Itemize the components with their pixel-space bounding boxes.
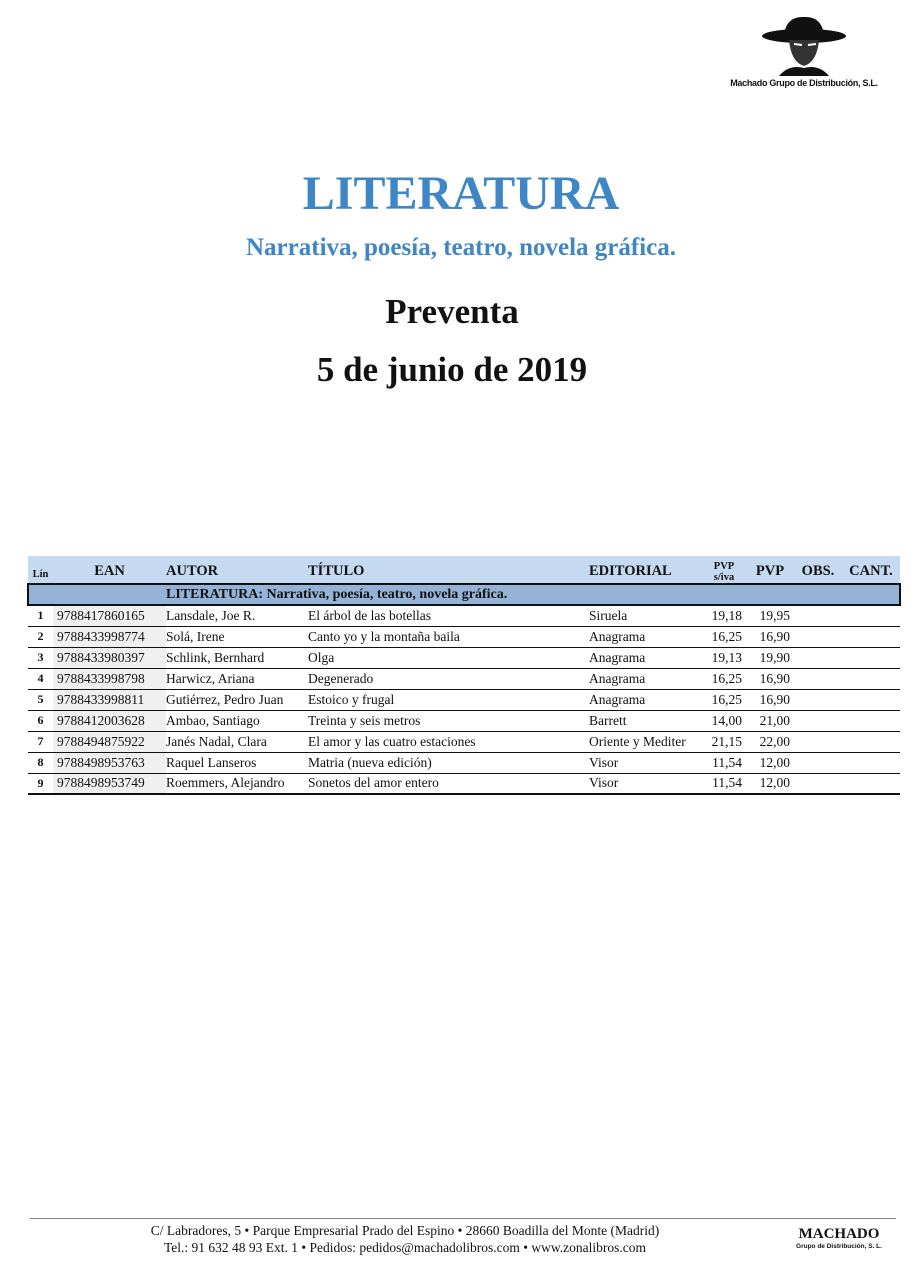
cell-editorial: Oriente y Mediter	[589, 731, 702, 752]
cell-titulo: El árbol de las botellas	[308, 605, 589, 626]
cell-pvp-siva: 11,54	[702, 773, 746, 794]
date-heading: 5 de junio de 2019	[316, 350, 588, 389]
cell-cant[interactable]	[842, 647, 900, 668]
col-ean: EAN	[53, 556, 166, 584]
cell-pvp-siva: 16,25	[702, 689, 746, 710]
cell-autor: Ambao, Santiago	[166, 710, 308, 731]
book-table	[27, 556, 901, 795]
cell-cant[interactable]	[842, 605, 900, 626]
cell-ean: 9788433998774	[53, 626, 166, 647]
cell-pvp-siva: 14,00	[702, 710, 746, 731]
cell-cant[interactable]	[842, 773, 900, 794]
cell-obs[interactable]	[794, 773, 842, 794]
cell-titulo: Estoico y frugal	[308, 689, 589, 710]
cell-obs[interactable]	[794, 731, 842, 752]
cell-titulo: Treinta y seis metros	[308, 710, 589, 731]
col-editorial: EDITORIAL	[589, 556, 702, 584]
cell-lin: 3	[28, 647, 53, 668]
cell-ean: 9788498953763	[53, 752, 166, 773]
cell-editorial: Anagrama	[589, 626, 702, 647]
cell-pvp: 19,95	[746, 605, 794, 626]
cell-ean: 9788417860165	[53, 605, 166, 626]
cell-autor: Lansdale, Joe R.	[166, 605, 308, 626]
footer-brand-sub: Grupo de Distribución, S. L.	[796, 1243, 882, 1250]
cell-pvp: 16,90	[746, 626, 794, 647]
cell-titulo: Sonetos del amor entero	[308, 773, 589, 794]
col-autor: AUTOR	[166, 556, 308, 584]
cell-autor: Raquel Lanseros	[166, 752, 308, 773]
footer-divider	[30, 1218, 896, 1219]
cell-editorial: Anagrama	[589, 668, 702, 689]
cell-ean: 9788494875922	[53, 731, 166, 752]
cell-cant[interactable]	[842, 626, 900, 647]
cell-editorial: Siruela	[589, 605, 702, 626]
cell-pvp-siva: 11,54	[702, 752, 746, 773]
cell-pvp: 12,00	[746, 752, 794, 773]
cell-obs[interactable]	[794, 668, 842, 689]
footer-address: C/ Labradores, 5 • Parque Empresarial Prado del Espino • 28660 Boadilla del Monte (Madrid)	[150, 1223, 660, 1238]
cell-cant[interactable]	[842, 710, 900, 731]
cell-autor: Solá, Irene	[166, 626, 308, 647]
cell-lin: 1	[28, 605, 53, 626]
cell-pvp-siva: 21,15	[702, 731, 746, 752]
col-obs: OBS.	[794, 556, 842, 584]
cell-autor: Roemmers, Alejandro	[166, 773, 308, 794]
cell-lin: 7	[28, 731, 53, 752]
col-titulo: TÍTULO	[308, 556, 589, 584]
cell-editorial: Barrett	[589, 710, 702, 731]
cell-pvp: 12,00	[746, 773, 794, 794]
cell-autor: Harwicz, Ariana	[166, 668, 308, 689]
cell-obs[interactable]	[794, 752, 842, 773]
cell-ean: 9788498953749	[53, 773, 166, 794]
company-logo	[730, 14, 878, 98]
cell-obs[interactable]	[794, 605, 842, 626]
cell-pvp: 22,00	[746, 731, 794, 752]
cell-titulo: Olga	[308, 647, 589, 668]
cell-obs[interactable]	[794, 710, 842, 731]
table-row	[28, 731, 900, 752]
cell-obs[interactable]	[794, 647, 842, 668]
footer-brand-name: MACHADO	[798, 1226, 880, 1242]
cell-titulo: El amor y las cuatro estaciones	[308, 731, 589, 752]
col-lin: Lín	[28, 556, 53, 584]
table-row	[28, 647, 900, 668]
cell-editorial: Visor	[589, 773, 702, 794]
cell-ean: 9788433998811	[53, 689, 166, 710]
section-label: LITERATURA: Narrativa, poesía, teatro, novela gráfica.	[166, 584, 900, 605]
cell-titulo: Degenerado	[308, 668, 589, 689]
col-pvp-siva-line1: PVP	[713, 561, 735, 572]
table-row	[28, 752, 900, 773]
cell-autor: Gutiérrez, Pedro Juan	[166, 689, 308, 710]
cell-cant[interactable]	[842, 752, 900, 773]
col-pvp-siva-line2: s/iva	[713, 572, 735, 583]
cell-ean: 9788433980397	[53, 647, 166, 668]
cell-lin: 4	[28, 668, 53, 689]
page-title: LITERATURA	[302, 167, 620, 220]
cell-editorial: Anagrama	[589, 647, 702, 668]
table-row	[28, 710, 900, 731]
cell-editorial: Anagrama	[589, 689, 702, 710]
col-cant: CANT.	[842, 556, 900, 584]
cell-lin: 9	[28, 773, 53, 794]
cell-lin: 5	[28, 689, 53, 710]
cell-lin: 8	[28, 752, 53, 773]
table-row	[28, 605, 900, 626]
cell-cant[interactable]	[842, 731, 900, 752]
hat-man-logo-icon	[759, 14, 849, 76]
cell-obs[interactable]	[794, 689, 842, 710]
cell-pvp: 21,00	[746, 710, 794, 731]
preventa-heading: Preventa	[385, 292, 519, 331]
cell-pvp: 16,90	[746, 689, 794, 710]
table-row	[28, 773, 900, 794]
col-pvp: PVP	[746, 556, 794, 584]
logo-text: Machado Grupo de Distribución, S.L.	[730, 78, 878, 88]
cell-titulo: Canto yo y la montaña baila	[308, 626, 589, 647]
table-row	[28, 668, 900, 689]
table-header-row	[28, 556, 900, 584]
cell-pvp-siva: 19,13	[702, 647, 746, 668]
table-row	[28, 626, 900, 647]
cell-pvp: 16,90	[746, 668, 794, 689]
cell-autor: Schlink, Bernhard	[166, 647, 308, 668]
cell-lin: 6	[28, 710, 53, 731]
page-subtitle: Narrativa, poesía, teatro, novela gráfica.	[246, 234, 676, 261]
section-row	[28, 584, 900, 605]
table-row	[28, 689, 900, 710]
cell-ean: 9788412003628	[53, 710, 166, 731]
col-pvp-siva	[702, 556, 746, 584]
cell-ean: 9788433998798	[53, 668, 166, 689]
cell-pvp: 19,90	[746, 647, 794, 668]
cell-cant[interactable]	[842, 668, 900, 689]
cell-pvp-siva: 16,25	[702, 626, 746, 647]
cell-pvp-siva: 19,18	[702, 605, 746, 626]
cell-editorial: Visor	[589, 752, 702, 773]
cell-cant[interactable]	[842, 689, 900, 710]
cell-titulo: Matria (nueva edición)	[308, 752, 589, 773]
cell-autor: Janés Nadal, Clara	[166, 731, 308, 752]
footer-contact: Tel.: 91 632 48 93 Ext. 1 • Pedidos: pedidos@machadolibros.com • www.zonalibros.com	[164, 1240, 646, 1255]
cell-lin: 2	[28, 626, 53, 647]
cell-obs[interactable]	[794, 626, 842, 647]
cell-pvp-siva: 16,25	[702, 668, 746, 689]
footer-brand	[780, 1226, 898, 1250]
